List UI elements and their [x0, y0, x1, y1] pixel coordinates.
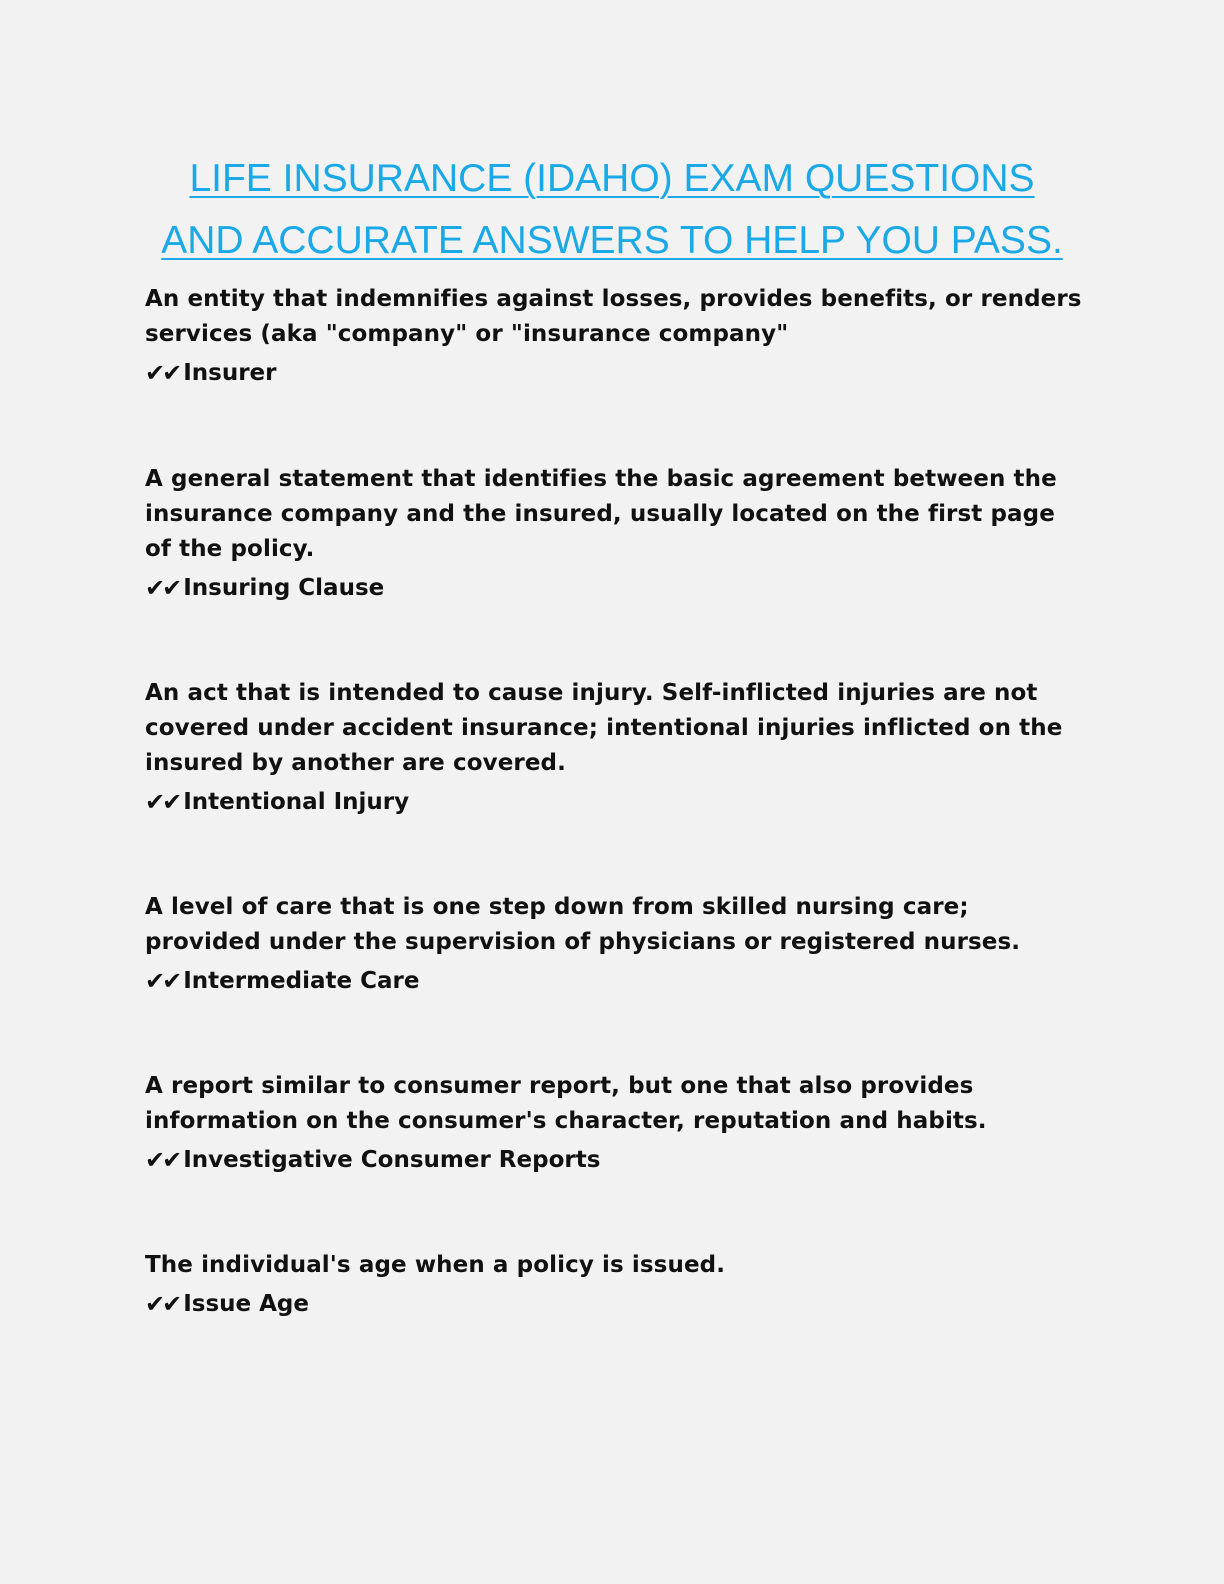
answer-line — [145, 964, 1085, 999]
question-text: A general statement that identifies the basic agreement between the insurance company and the insured, usually located on the first page of the policy. — [145, 466, 1057, 562]
question-text: An act that is intended to cause injury. Self-inflicted injuries are not covered under accident insurance; intentional injuries inflicted on the insured by another are covered. — [145, 680, 1063, 776]
double-check-icon: ✔✔ — [145, 967, 180, 995]
answer-text: Intermediate Care — [183, 968, 420, 994]
double-check-icon: ✔✔ — [145, 1146, 180, 1174]
double-check-icon: ✔✔ — [145, 574, 180, 602]
answer-text: Investigative Consumer Reports — [183, 1147, 601, 1173]
question-text: A level of care that is one step down from skilled nursing care; provided under the supervision of physicians or registered nurses. — [145, 894, 1021, 955]
double-check-icon: ✔✔ — [145, 1290, 180, 1318]
title-line-2: AND ACCURATE ANSWERS TO HELP YOU PASS. — [161, 219, 1063, 262]
qa-item-1 — [145, 282, 1085, 391]
answer-line — [145, 356, 1085, 391]
document-title — [120, 148, 1104, 272]
answer-line — [145, 785, 1085, 820]
answer-line — [145, 571, 1085, 606]
answer-text: Intentional Injury — [183, 789, 410, 815]
qa-item-6 — [145, 1248, 1085, 1322]
answer-line — [145, 1143, 1085, 1178]
qa-item-4 — [145, 890, 1085, 999]
double-check-icon: ✔✔ — [145, 788, 180, 816]
question-text: The individual's age when a policy is issued. — [145, 1252, 726, 1278]
qa-item-2 — [145, 462, 1085, 606]
answer-text: Insuring Clause — [183, 575, 385, 601]
answer-line — [145, 1287, 1085, 1322]
question-text: An entity that indemnifies against losses, provides benefits, or renders services (aka "company" or "insurance company" — [145, 286, 1082, 347]
qa-item-5 — [145, 1069, 1085, 1178]
question-text: A report similar to consumer report, but one that also provides information on the consumer's character, reputation and habits. — [145, 1073, 987, 1134]
title-line-1: LIFE INSURANCE (IDAHO) EXAM QUESTIONS — [189, 157, 1035, 200]
qa-item-3 — [145, 676, 1085, 820]
answer-text: Issue Age — [183, 1291, 309, 1317]
answer-text: Insurer — [183, 360, 277, 386]
double-check-icon: ✔✔ — [145, 359, 180, 387]
